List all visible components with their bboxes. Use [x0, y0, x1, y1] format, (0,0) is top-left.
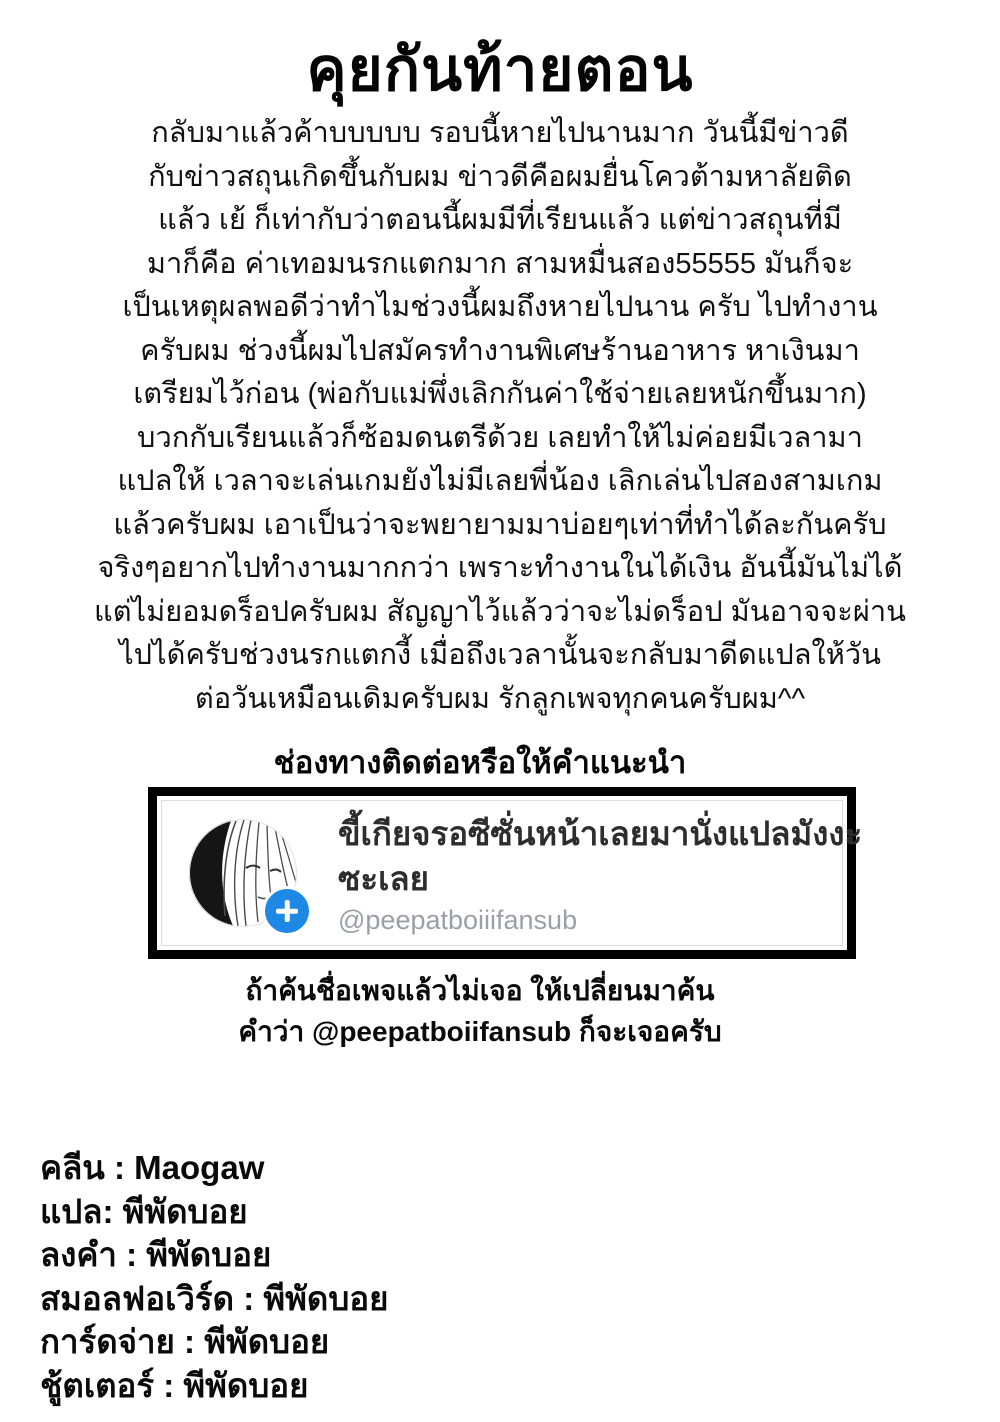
credits-block	[40, 1146, 388, 1407]
page-title: คุยกันท้ายตอน	[306, 36, 694, 103]
twitter-profile-card	[148, 787, 863, 959]
afterword-paragraph	[0, 112, 1000, 721]
afterword-line: ครับผม ช่วงนี้ผมไปสมัครทำงานพิเศษร้านอาหาร หาเงินมา	[140, 334, 860, 367]
afterword-line: ต่อวันเหมือนเดิมครับผม รักลูกเพจทุกคนครับผม^^	[194, 682, 806, 715]
credit-line-guard: การ์ดจ่าย : พีพัดบอย	[40, 1323, 330, 1360]
afterword-line: แล้ว เย้ ก็เท่ากับว่าตอนนี้ผมมีที่เรียนแล้ว แต่ข่าวสถุนที่มี	[158, 204, 842, 236]
search-note-line: คำว่า @peepatboiifansub ก็จะเจอครับ	[238, 1016, 722, 1047]
afterword-line: แต่ไม่ยอมดร็อปครับผม สัญญาไว้แล้วว่าจะไม่ดร็อป มันอาจจะผ่าน	[94, 595, 906, 628]
afterword-line: เป็นเหตุผลพอดีว่าทำไมช่วงนี้ผมถึงหายไปนาน ครับ ไปทำงาน	[122, 291, 878, 323]
credit-line-shooter: ชู้ตเตอร์ : พีพัดบอย	[40, 1366, 309, 1404]
contact-heading: ช่องทางติดต่อหรือให้คำแนะนำ	[273, 745, 687, 780]
afterword-line: แปลให้ เวลาจะเล่นเกมยังไม่มีเลยพี่น้อง เลิกเล่นไปสองสามเกม	[117, 465, 883, 497]
credit-line-smallforward: สมอลฟอเวิร์ด : พีพัดบอย	[40, 1279, 389, 1317]
afterword-line: จริงๆอยากไปทำงานมากกว่า เพราะทำงานในได้เงิน อันนี้มันไม่ได้	[97, 552, 903, 584]
twitter-profile-card-inner	[161, 800, 863, 946]
plus-icon	[262, 886, 312, 936]
credit-line-translate: แปล: พีพัดบอย	[40, 1192, 248, 1230]
afterword-line: บวกกับเรียนแล้วก็ซ้อมดนตรีด้วย เลยทำให้ไม่ค่อยมีเวลามา	[137, 421, 863, 454]
afterword-line: กลับมาแล้วค้าบบบบบ รอบนี้หายไปนานมาก วันนี้มีข่าวดี	[151, 117, 849, 149]
profile-handle: @peepatboiiifansub	[338, 904, 578, 935]
afterword-line: มาก็คือ ค่าเทอมนรกแตกมาก สามหมื่นสอง55555 มันก็จะ	[146, 247, 854, 280]
avatar	[188, 818, 298, 928]
profile-text-block	[338, 811, 862, 936]
profile-name-line1: ขี้เกียจรอซีซั่นหน้าเลยมานั่งแปลมังงะ	[338, 814, 863, 852]
afterword-line: แล้วครับผม เอาเป็นว่าจะพยายามมาบ่อยๆเท่าที่ทำได้ละกันครับ	[113, 508, 887, 541]
search-note	[0, 970, 960, 1052]
afterword-line: กับข่าวสถุนเกิดขึ้นกับผม ข่าวดีคือผมยื่นโควต้ามหาลัยติด	[148, 160, 852, 193]
search-note-line: ถ้าค้นชื่อเพจแล้วไม่เจอ ให้เปลี่ยนมาค้น	[245, 975, 715, 1006]
credit-line-typeset: ลงคำ : พีพัดบอย	[40, 1236, 272, 1273]
profile-name-line2: ซะเลย	[338, 859, 429, 897]
afterword-line: ไปได้ครับช่วงนรกแตกงี้ เมื่อถึงเวลานั้นจะกลับมาดีดแปลให้วัน	[119, 639, 881, 671]
credit-line-clean: คลีน : Maogaw	[40, 1149, 265, 1186]
afterword-line: เตรียมไว้ก่อน (พ่อกับแม่พึ่งเลิกกันค่าใช้จ่ายเลยหนักขึ้นมาก)	[133, 378, 867, 410]
